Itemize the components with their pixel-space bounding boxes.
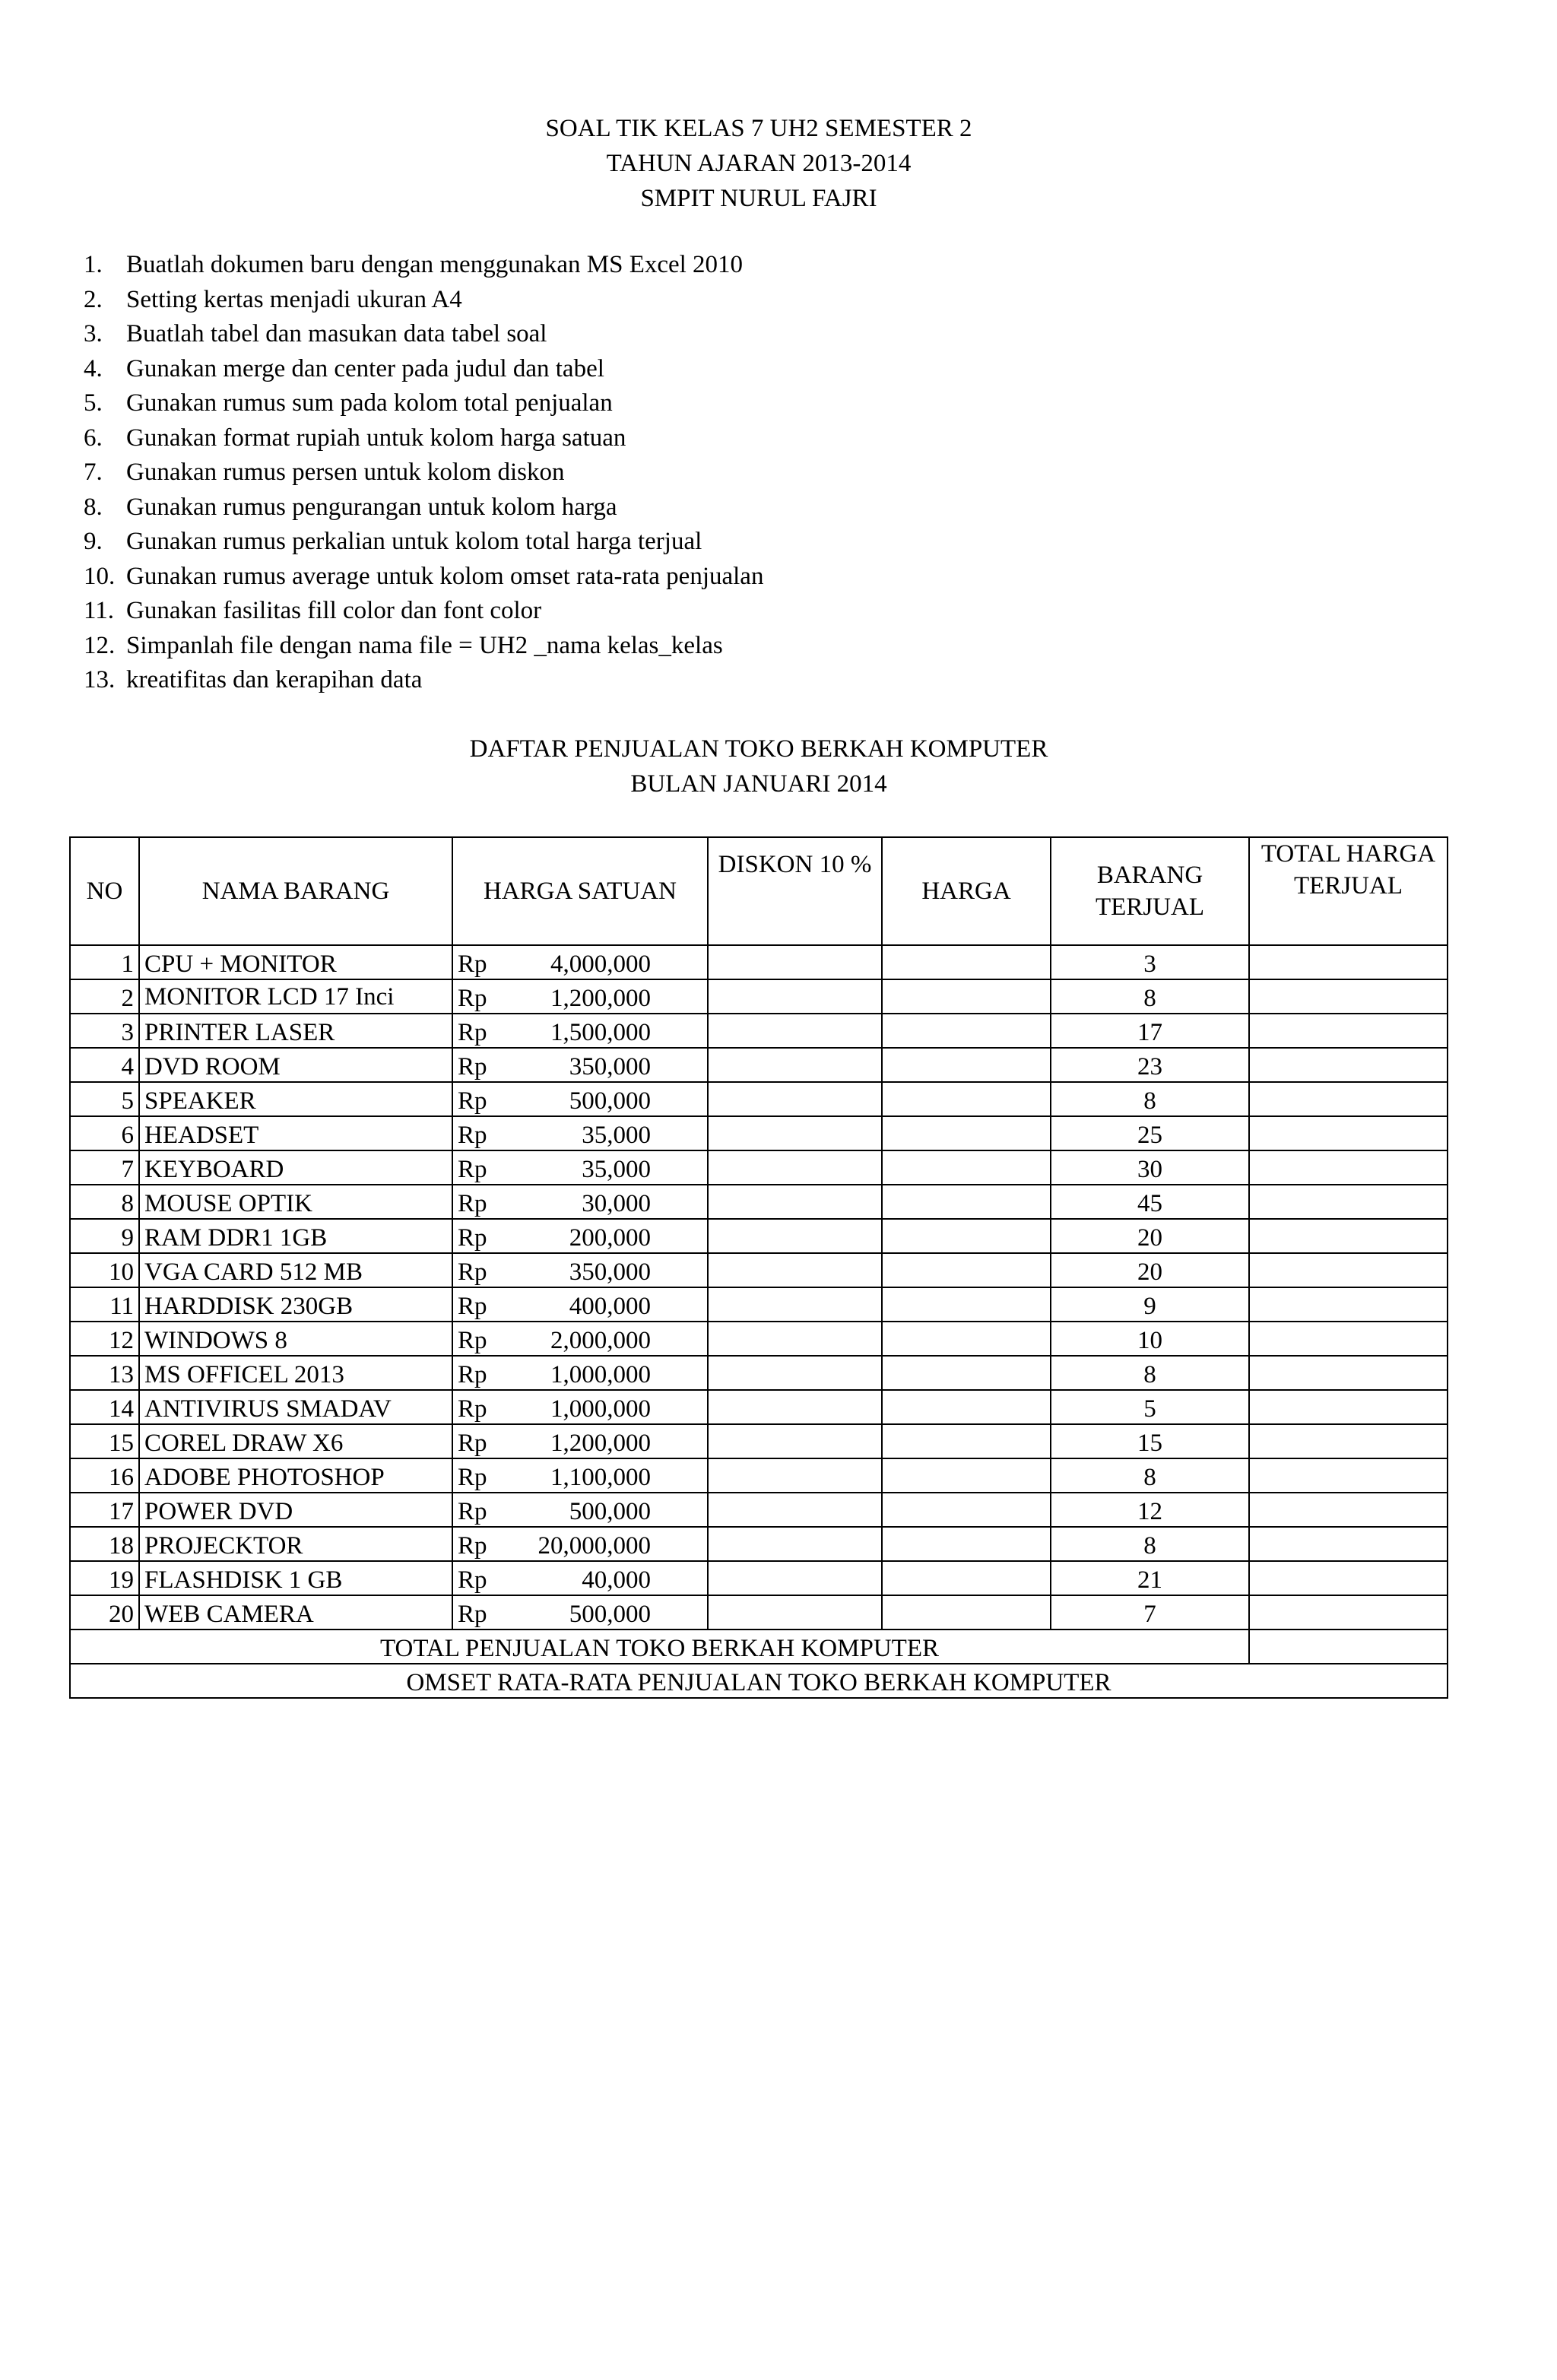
instruction-text: Gunakan rumus sum pada kolom total penjualan	[126, 389, 613, 417]
sales-table	[69, 836, 1448, 1699]
instruction-item	[84, 317, 763, 352]
row-harga	[882, 1219, 1051, 1253]
instruction-item	[84, 421, 763, 456]
row-barang-terjual: 12	[1051, 1493, 1249, 1527]
row-harga-satuan	[452, 1150, 708, 1185]
row-harga-satuan	[452, 1116, 708, 1150]
currency-label: Rp	[458, 1498, 487, 1525]
currency-label: Rp	[458, 1601, 487, 1628]
row-barang-terjual: 7	[1051, 1595, 1249, 1630]
row-no: 8	[70, 1185, 139, 1219]
row-total-harga-terjual	[1249, 1150, 1448, 1185]
row-no: 17	[70, 1493, 139, 1527]
price-amount: 1,200,000	[550, 1430, 651, 1457]
row-harga	[882, 1322, 1051, 1356]
currency-label: Rp	[458, 1293, 487, 1320]
row-no: 19	[70, 1561, 139, 1595]
row-total-harga-terjual	[1249, 1493, 1448, 1527]
row-diskon	[708, 1219, 882, 1253]
instruction-number: 6.	[84, 424, 103, 452]
row-harga	[882, 1048, 1051, 1082]
instruction-text: Setting kertas menjadi ukuran A4	[126, 285, 462, 313]
row-total-harga-terjual	[1249, 1082, 1448, 1116]
row-harga	[882, 1287, 1051, 1322]
row-diskon	[708, 1150, 882, 1185]
row-harga	[882, 1253, 1051, 1287]
row-total-harga-terjual	[1249, 1424, 1448, 1458]
instruction-text: Buatlah tabel dan masukan data tabel soal	[126, 320, 547, 347]
row-harga-satuan	[452, 1253, 708, 1287]
instruction-number: 12.	[84, 631, 116, 659]
row-harga-satuan	[452, 1458, 708, 1493]
table-row	[70, 1185, 1448, 1219]
row-barang-terjual: 8	[1051, 1458, 1249, 1493]
instruction-text: Gunakan format rupiah untuk kolom harga satuan	[126, 424, 626, 452]
table-row	[70, 1356, 1448, 1390]
row-total-harga-terjual	[1249, 1390, 1448, 1424]
row-total-harga-terjual	[1249, 1116, 1448, 1150]
currency-label: Rp	[458, 1258, 487, 1286]
row-harga	[882, 1493, 1051, 1527]
table-row	[70, 1082, 1448, 1116]
instruction-number: 5.	[84, 389, 103, 417]
row-harga-satuan	[452, 1356, 708, 1390]
table-title-main: DAFTAR PENJUALAN TOKO BERKAH KOMPUTER	[469, 735, 1048, 763]
row-harga	[882, 1595, 1051, 1630]
row-barang-terjual: 10	[1051, 1322, 1249, 1356]
row-harga	[882, 1116, 1051, 1150]
price-amount: 500,000	[569, 1601, 651, 1628]
row-no: 6	[70, 1116, 139, 1150]
row-total-harga-terjual	[1249, 1458, 1448, 1493]
row-diskon	[708, 945, 882, 979]
price-amount: 1,200,000	[550, 985, 651, 1012]
row-harga-satuan	[452, 1014, 708, 1048]
footer-average-row	[70, 1664, 1448, 1698]
row-diskon	[708, 1527, 882, 1561]
row-barang-terjual: 21	[1051, 1561, 1249, 1595]
row-barang-terjual: 20	[1051, 1219, 1249, 1253]
table-row	[70, 1219, 1448, 1253]
instruction-list	[84, 248, 763, 698]
table-row	[70, 1322, 1448, 1356]
row-diskon	[708, 1458, 882, 1493]
row-total-harga-terjual	[1249, 979, 1448, 1014]
header-diskon: DISKON 10 %	[708, 837, 882, 945]
instruction-item	[84, 490, 763, 525]
instruction-item	[84, 560, 763, 595]
row-harga-satuan	[452, 1048, 708, 1082]
header-academic-year: TAHUN AJARAN 2013-2014	[606, 150, 912, 177]
row-barang-terjual: 8	[1051, 979, 1249, 1014]
row-barang-terjual: 15	[1051, 1424, 1249, 1458]
instruction-number: 8.	[84, 493, 103, 521]
row-diskon	[708, 979, 882, 1014]
row-nama-barang: ADOBE PHOTOSHOP	[139, 1458, 452, 1493]
instruction-number: 2.	[84, 285, 103, 313]
price-amount: 2,000,000	[550, 1327, 651, 1354]
row-total-harga-terjual	[1249, 1185, 1448, 1219]
row-total-harga-terjual	[1249, 945, 1448, 979]
price-amount: 20,000,000	[537, 1532, 651, 1560]
header-harga: HARGA	[882, 837, 1051, 945]
instruction-number: 11.	[84, 597, 115, 624]
row-no: 5	[70, 1082, 139, 1116]
table-row	[70, 1458, 1448, 1493]
row-nama-barang: ANTIVIRUS SMADAV	[139, 1390, 452, 1424]
currency-label: Rp	[458, 1053, 487, 1081]
instruction-item	[84, 386, 763, 421]
footer-total-value	[1249, 1630, 1448, 1664]
currency-label: Rp	[458, 1019, 487, 1046]
currency-label: Rp	[458, 985, 487, 1012]
row-harga	[882, 1527, 1051, 1561]
row-no: 3	[70, 1014, 139, 1048]
row-total-harga-terjual	[1249, 1219, 1448, 1253]
row-no: 15	[70, 1424, 139, 1458]
row-harga	[882, 979, 1051, 1014]
currency-label: Rp	[458, 1395, 487, 1423]
row-diskon	[708, 1048, 882, 1082]
row-harga	[882, 1082, 1051, 1116]
row-barang-terjual: 8	[1051, 1527, 1249, 1561]
row-harga	[882, 1150, 1051, 1185]
instruction-text: Gunakan rumus persen untuk kolom diskon	[126, 459, 565, 486]
instruction-item	[84, 594, 763, 629]
table-row	[70, 1014, 1448, 1048]
row-no: 9	[70, 1219, 139, 1253]
row-diskon	[708, 1390, 882, 1424]
row-no: 1	[70, 945, 139, 979]
price-amount: 1,000,000	[550, 1395, 651, 1423]
header-barang-terjual: BARANG TERJUAL	[1051, 837, 1249, 945]
row-no: 16	[70, 1458, 139, 1493]
row-no: 20	[70, 1595, 139, 1630]
price-amount: 200,000	[569, 1224, 651, 1252]
row-harga-satuan	[452, 1185, 708, 1219]
footer-average-label: OMSET RATA-RATA PENJUALAN TOKO BERKAH KOMPUTER	[70, 1664, 1448, 1698]
row-nama-barang: KEYBOARD	[139, 1150, 452, 1185]
row-total-harga-terjual	[1249, 1048, 1448, 1082]
instruction-number: 3.	[84, 320, 103, 347]
row-diskon	[708, 1493, 882, 1527]
price-amount: 35,000	[582, 1122, 651, 1149]
row-diskon	[708, 1253, 882, 1287]
row-harga-satuan	[452, 1390, 708, 1424]
currency-label: Rp	[458, 1190, 487, 1217]
row-diskon	[708, 1595, 882, 1630]
table-header-row	[70, 837, 1448, 945]
row-nama-barang: MS OFFICEL 2013	[139, 1356, 452, 1390]
instruction-item	[84, 629, 763, 664]
instruction-number: 1.	[84, 251, 103, 278]
instruction-text: Gunakan rumus perkalian untuk kolom total harga terjual	[126, 528, 702, 555]
price-amount: 1,000,000	[550, 1361, 651, 1388]
instruction-text: Gunakan merge dan center pada judul dan tabel	[126, 354, 604, 382]
row-harga-satuan	[452, 945, 708, 979]
header-no: NO	[70, 837, 139, 945]
table-row	[70, 1287, 1448, 1322]
currency-label: Rp	[458, 1327, 487, 1354]
footer-total-row	[70, 1630, 1448, 1664]
row-diskon	[708, 1014, 882, 1048]
row-barang-terjual: 5	[1051, 1390, 1249, 1424]
row-barang-terjual: 25	[1051, 1116, 1249, 1150]
row-barang-terjual: 30	[1051, 1150, 1249, 1185]
row-nama-barang: MONITOR LCD 17 Inci	[139, 979, 452, 1014]
row-barang-terjual: 45	[1051, 1185, 1249, 1219]
row-nama-barang: WEB CAMERA	[139, 1595, 452, 1630]
header-harga-satuan: HARGA SATUAN	[452, 837, 708, 945]
instruction-item	[84, 352, 763, 387]
row-harga-satuan	[452, 1287, 708, 1322]
row-diskon	[708, 1116, 882, 1150]
table-row	[70, 1048, 1448, 1082]
instruction-number: 13.	[84, 666, 116, 693]
row-harga	[882, 1424, 1051, 1458]
currency-label: Rp	[458, 1122, 487, 1149]
row-nama-barang: VGA CARD 512 MB	[139, 1253, 452, 1287]
table-row	[70, 1527, 1448, 1561]
row-nama-barang: HARDDISK 230GB	[139, 1287, 452, 1322]
price-amount: 4,000,000	[550, 950, 651, 978]
row-total-harga-terjual	[1249, 1322, 1448, 1356]
row-nama-barang: CPU + MONITOR	[139, 945, 452, 979]
currency-label: Rp	[458, 1430, 487, 1457]
row-no: 12	[70, 1322, 139, 1356]
table-row	[70, 1424, 1448, 1458]
table-row	[70, 945, 1448, 979]
instruction-item	[84, 525, 763, 560]
row-nama-barang: RAM DDR1 1GB	[139, 1219, 452, 1253]
row-no: 4	[70, 1048, 139, 1082]
table-row	[70, 1561, 1448, 1595]
price-amount: 350,000	[569, 1053, 651, 1081]
instruction-text: Simpanlah file dengan nama file = UH2 _nama kelas_kelas	[126, 631, 723, 659]
row-harga	[882, 1185, 1051, 1219]
price-amount: 400,000	[569, 1293, 651, 1320]
row-harga	[882, 1458, 1051, 1493]
row-total-harga-terjual	[1249, 1561, 1448, 1595]
instruction-number: 4.	[84, 354, 103, 382]
currency-label: Rp	[458, 1464, 487, 1491]
price-amount: 350,000	[569, 1258, 651, 1286]
row-nama-barang: WINDOWS 8	[139, 1322, 452, 1356]
instruction-number: 9.	[84, 528, 103, 555]
price-amount: 1,500,000	[550, 1019, 651, 1046]
row-total-harga-terjual	[1249, 1527, 1448, 1561]
row-nama-barang: POWER DVD	[139, 1493, 452, 1527]
table-body	[70, 945, 1448, 1630]
price-amount: 500,000	[569, 1087, 651, 1115]
row-harga-satuan	[452, 1082, 708, 1116]
row-harga	[882, 1561, 1051, 1595]
currency-label: Rp	[458, 1532, 487, 1560]
row-no: 7	[70, 1150, 139, 1185]
row-no: 10	[70, 1253, 139, 1287]
row-harga-satuan	[452, 1424, 708, 1458]
row-total-harga-terjual	[1249, 1014, 1448, 1048]
row-nama-barang: FLASHDISK 1 GB	[139, 1561, 452, 1595]
row-diskon	[708, 1322, 882, 1356]
table-row	[70, 1253, 1448, 1287]
row-harga-satuan	[452, 1493, 708, 1527]
row-total-harga-terjual	[1249, 1287, 1448, 1322]
table-row	[70, 1116, 1448, 1150]
currency-label: Rp	[458, 950, 487, 978]
instruction-item	[84, 283, 763, 318]
row-harga	[882, 1390, 1051, 1424]
row-nama-barang: PROJECKTOR	[139, 1527, 452, 1561]
price-amount: 40,000	[582, 1566, 651, 1594]
currency-label: Rp	[458, 1087, 487, 1115]
price-amount: 30,000	[582, 1190, 651, 1217]
row-total-harga-terjual	[1249, 1253, 1448, 1287]
row-barang-terjual: 17	[1051, 1014, 1249, 1048]
table-row	[70, 1390, 1448, 1424]
table-row	[70, 979, 1448, 1014]
row-no: 11	[70, 1287, 139, 1322]
currency-label: Rp	[458, 1156, 487, 1183]
row-harga-satuan	[452, 1561, 708, 1595]
row-harga-satuan	[452, 1322, 708, 1356]
instruction-item	[84, 248, 763, 283]
row-harga	[882, 945, 1051, 979]
row-diskon	[708, 1424, 882, 1458]
row-no: 14	[70, 1390, 139, 1424]
instruction-text: Gunakan rumus average untuk kolom omset rata-rata penjualan	[126, 562, 764, 590]
instruction-text: kreatifitas dan kerapihan data	[126, 666, 423, 693]
header-title: SOAL TIK KELAS 7 UH2 SEMESTER 2	[545, 115, 972, 142]
row-diskon	[708, 1287, 882, 1322]
row-total-harga-terjual	[1249, 1356, 1448, 1390]
row-barang-terjual: 8	[1051, 1082, 1249, 1116]
instruction-number: 7.	[84, 459, 103, 486]
table-row	[70, 1595, 1448, 1630]
row-nama-barang: MOUSE OPTIK	[139, 1185, 452, 1219]
price-amount: 1,100,000	[550, 1464, 651, 1491]
row-nama-barang: HEADSET	[139, 1116, 452, 1150]
row-nama-barang: SPEAKER	[139, 1082, 452, 1116]
header-nama-barang: NAMA BARANG	[139, 837, 452, 945]
footer-total-label: TOTAL PENJUALAN TOKO BERKAH KOMPUTER	[70, 1630, 1249, 1664]
row-diskon	[708, 1356, 882, 1390]
header-school-name: SMPIT NURUL FAJRI	[640, 185, 877, 212]
currency-label: Rp	[458, 1224, 487, 1252]
row-harga-satuan	[452, 1219, 708, 1253]
instruction-text: Gunakan fasilitas fill color dan font color	[126, 597, 542, 624]
row-harga-satuan	[452, 1595, 708, 1630]
row-diskon	[708, 1561, 882, 1595]
table-title-month: BULAN JANUARI 2014	[630, 770, 887, 798]
row-no: 18	[70, 1527, 139, 1561]
row-no: 2	[70, 979, 139, 1014]
row-diskon	[708, 1082, 882, 1116]
row-barang-terjual: 23	[1051, 1048, 1249, 1082]
row-nama-barang: DVD ROOM	[139, 1048, 452, 1082]
row-nama-barang: PRINTER LASER	[139, 1014, 452, 1048]
row-barang-terjual: 8	[1051, 1356, 1249, 1390]
row-total-harga-terjual	[1249, 1595, 1448, 1630]
instruction-item	[84, 455, 763, 490]
instruction-number: 10.	[84, 562, 116, 590]
row-nama-barang: COREL DRAW X6	[139, 1424, 452, 1458]
header-total-harga-terjual: TOTAL HARGA TERJUAL	[1249, 837, 1448, 945]
price-amount: 35,000	[582, 1156, 651, 1183]
table-title	[0, 731, 1517, 801]
instruction-item	[84, 663, 763, 698]
instruction-text: Buatlah dokumen baru dengan menggunakan MS Excel 2010	[126, 251, 744, 278]
row-barang-terjual: 3	[1051, 945, 1249, 979]
instruction-text: Gunakan rumus pengurangan untuk kolom harga	[126, 493, 617, 521]
row-no: 13	[70, 1356, 139, 1390]
row-harga	[882, 1014, 1051, 1048]
row-harga-satuan	[452, 979, 708, 1014]
row-harga	[882, 1356, 1051, 1390]
row-harga-satuan	[452, 1527, 708, 1561]
row-barang-terjual: 20	[1051, 1253, 1249, 1287]
currency-label: Rp	[458, 1566, 487, 1594]
price-amount: 500,000	[569, 1498, 651, 1525]
table-row	[70, 1493, 1448, 1527]
row-diskon	[708, 1185, 882, 1219]
document-header	[0, 111, 1517, 216]
table-row	[70, 1150, 1448, 1185]
row-barang-terjual: 9	[1051, 1287, 1249, 1322]
currency-label: Rp	[458, 1361, 487, 1388]
